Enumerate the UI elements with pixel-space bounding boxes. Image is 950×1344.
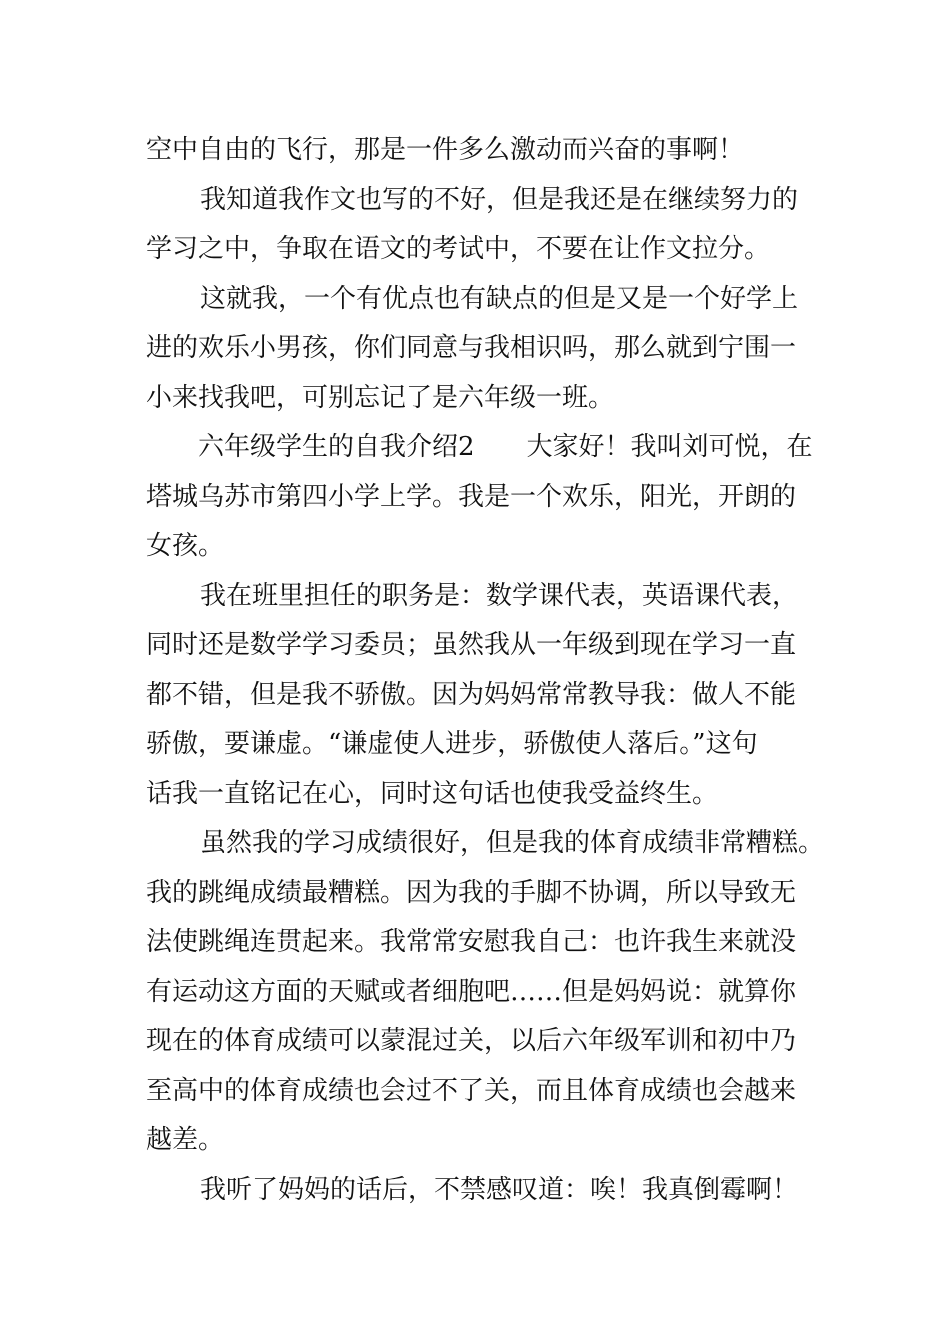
text-line: 虽然我的学习成绩很好，但是我的体育成绩非常糟糕。 <box>200 828 825 858</box>
text-line: 我在班里担任的职务是：数学课代表，英语课代表， <box>200 580 799 611</box>
text-line: 女孩。 <box>146 531 225 561</box>
text-line: 同时还是数学学习委员；虽然我从一年级到现在学习一直 <box>146 630 797 660</box>
heading-line <box>146 423 826 473</box>
paragraph-5 <box>146 572 826 820</box>
text-line: 我听了妈妈的话后，不禁感叹道：唉！我真倒霉啊！ <box>200 1174 799 1205</box>
text-line: 骄傲，要谦虚。“谦虚使人进步，骄傲使人落后。”这句 <box>146 729 758 759</box>
heading-tail-text: 大家好！我叫刘可悦，在 <box>526 432 813 462</box>
paragraph-1 <box>146 126 826 176</box>
text-line: 我知道我作文也写的不好，但是我还是在继续努力的 <box>200 184 799 215</box>
text-line: 小来找我吧，可别忘记了是六年级一班。 <box>146 382 615 413</box>
text-line: 都不错，但是我不骄傲。因为妈妈常常教导我：做人不能 <box>146 679 797 710</box>
paragraph-6 <box>146 819 826 1166</box>
text-line: 空中自由的飞行，那是一件多么激动而兴奋的事啊！ <box>146 135 745 165</box>
text-line: 法使跳绳连贯起来。我常常安慰我自己：也许我生来就没 <box>146 927 797 957</box>
text-line: 话我一直铭记在心，同时这句话也使我受益终生。 <box>146 778 719 809</box>
text-line: 我的跳绳成绩最糟糕。因为我的手脚不协调，所以导致无 <box>146 877 797 908</box>
text-line: 有运动这方面的天赋或者细胞吧……但是妈妈说：就算你 <box>146 976 797 1007</box>
text-line: 学习之中，争取在语文的考试中，不要在让作文拉分。 <box>146 234 771 264</box>
section-heading: 六年级学生的自我介绍2 <box>198 432 475 462</box>
paragraph-4 <box>146 423 826 572</box>
document-body <box>146 126 826 1215</box>
text-line: 越差。 <box>146 1125 225 1155</box>
text-line: 至高中的体育成绩也会过不了关，而且体育成绩也会越来 <box>146 1075 797 1106</box>
text-line: 这就我，一个有优点也有缺点的但是又是一个好学上 <box>200 283 799 314</box>
paragraph-3 <box>146 275 826 424</box>
text-line: 现在的体育成绩可以蒙混过关，以后六年级军训和初中乃 <box>146 1026 797 1056</box>
text-line: 进的欢乐小男孩，你们同意与我相识吗，那么就到宁围一 <box>146 333 797 363</box>
paragraph-7 <box>146 1166 826 1216</box>
text-line: 塔城乌苏市第四小学上学。我是一个欢乐，阳光，开朗的 <box>146 481 797 512</box>
paragraph-2 <box>146 176 826 275</box>
